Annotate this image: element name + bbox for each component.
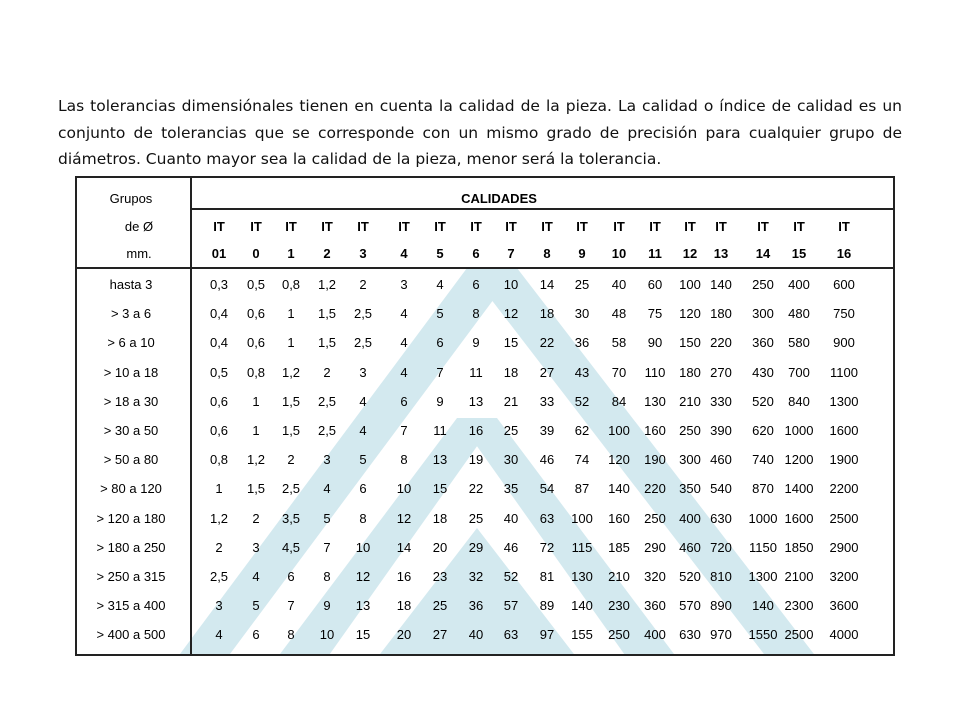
table-cell: 400 <box>644 627 666 643</box>
table-cell: 4 <box>359 393 367 409</box>
table-cell: 29 <box>468 539 484 555</box>
table-cell: 520 <box>679 569 701 584</box>
row-label: > 250 a 315 <box>96 569 166 584</box>
table-cell: 2,5 <box>353 335 373 351</box>
table-cell: 230 <box>608 598 630 614</box>
table-cell: 16 <box>468 423 484 438</box>
column-divider <box>190 178 192 654</box>
table-cell: 3 <box>359 364 367 380</box>
table-cell: 10 <box>503 277 519 292</box>
table-cell: 1550 <box>748 627 778 643</box>
table-cell: 4 <box>323 481 331 497</box>
table-cell: 700 <box>788 364 810 380</box>
table-cell: 1100 <box>830 364 858 380</box>
table-cell: 4 <box>359 423 367 438</box>
table-cell: 15 <box>503 335 519 351</box>
table-cell: 155 <box>571 627 593 643</box>
table-cell: 130 <box>644 393 666 409</box>
table-cell: 2 <box>359 277 367 292</box>
table-cell: 1 <box>252 423 260 438</box>
table-cell: 10 <box>355 539 371 555</box>
table-cell: 97 <box>539 627 555 643</box>
table-cell: 46 <box>503 539 519 555</box>
table-cell: 2 <box>252 510 260 526</box>
table-cell: 100 <box>571 510 593 526</box>
table-cell: 27 <box>432 627 448 643</box>
table-cell: 20 <box>396 627 412 643</box>
table-cell: 1300 <box>748 569 778 584</box>
table-cell: 180 <box>710 306 732 322</box>
table-cell: 900 <box>833 335 855 351</box>
table-cell: 9 <box>323 598 331 614</box>
table-cell: 35 <box>503 481 519 497</box>
table-cell: 430 <box>752 364 774 380</box>
table-cell: 110 <box>644 364 666 380</box>
table-cell: 190 <box>644 452 666 468</box>
table-cell: 520 <box>752 393 774 409</box>
table-cell: 1 <box>252 393 260 409</box>
table-cell: 36 <box>574 335 590 351</box>
table-cell: 6 <box>287 569 295 584</box>
table-cell: 130 <box>571 569 593 584</box>
table-cell: 4 <box>400 306 408 322</box>
table-cell: 15 <box>432 481 448 497</box>
grade-it-label: IT <box>613 219 625 234</box>
grade-number: 0 <box>252 246 260 261</box>
table-cell: 9 <box>436 393 444 409</box>
table-cell: 8 <box>400 452 408 468</box>
table-cell: 62 <box>574 423 590 438</box>
grade-it-label: IT <box>649 219 661 234</box>
table-cell: 7 <box>436 364 444 380</box>
table-cell: 14 <box>539 277 555 292</box>
table-cell: 4 <box>436 277 444 292</box>
table-cell: 2,5 <box>353 306 373 322</box>
table-cell: 48 <box>611 306 627 322</box>
table-cell: 74 <box>574 452 590 468</box>
table-cell: 3 <box>252 539 260 555</box>
table-cell: 0,3 <box>209 277 229 292</box>
table-cell: 30 <box>503 452 519 468</box>
table-cell: 43 <box>574 364 590 380</box>
table-cell: 2 <box>287 452 295 468</box>
row-label: > 30 a 50 <box>103 423 159 438</box>
table-cell: 6 <box>472 277 480 292</box>
grade-number: 10 <box>611 246 627 261</box>
table-cell: 8 <box>287 627 295 643</box>
grade-number: 16 <box>836 246 852 261</box>
table-cell: 3 <box>215 598 223 614</box>
table-cell: 87 <box>574 481 590 497</box>
table-cell: 9 <box>472 335 480 351</box>
table-cell: 23 <box>432 569 448 584</box>
table-cell: 360 <box>752 335 774 351</box>
row-label: > 18 a 30 <box>103 393 159 409</box>
grade-it-label: IT <box>576 219 588 234</box>
table-cell: 2900 <box>829 539 859 555</box>
row-label: > 80 a 120 <box>100 481 162 497</box>
table-cell: 8 <box>323 569 331 584</box>
table-cell: 14 <box>396 539 412 555</box>
grade-number: 6 <box>472 246 480 261</box>
grade-number: 8 <box>543 246 551 261</box>
table-cell: 1200 <box>784 452 814 468</box>
table-cell: 300 <box>752 306 774 322</box>
table-cell: 13 <box>468 393 484 409</box>
table-cell: 1000 <box>784 423 814 438</box>
table-cell: 54 <box>539 481 555 497</box>
grade-number: 12 <box>682 246 698 261</box>
table-cell: 52 <box>574 393 590 409</box>
table-cell: 0,6 <box>209 393 229 409</box>
table-cell: 12 <box>396 510 412 526</box>
header-divider <box>77 267 893 269</box>
table-cell: 2 <box>323 364 331 380</box>
table-cell: 970 <box>710 627 732 643</box>
grade-it-label: IT <box>505 219 517 234</box>
header-mm: mm. <box>126 246 152 261</box>
table-cell: 1,2 <box>209 510 229 526</box>
table-cell: 140 <box>710 277 732 292</box>
table-cell: 63 <box>503 627 519 643</box>
table-cell: 84 <box>611 393 627 409</box>
table-cell: 140 <box>571 598 593 614</box>
table-cell: 2,5 <box>317 393 337 409</box>
grade-number: 14 <box>755 246 771 261</box>
grade-number: 9 <box>578 246 586 261</box>
table-cell: 350 <box>679 481 701 497</box>
table-cell: 60 <box>647 277 663 292</box>
row-label: > 315 a 400 <box>96 598 166 614</box>
table-cell: 32 <box>468 569 484 584</box>
table-cell: 18 <box>396 598 412 614</box>
table-cell: 540 <box>710 481 732 497</box>
table-cell: 140 <box>608 481 630 497</box>
table-cell: 57 <box>503 598 519 614</box>
table-cell: 570 <box>679 598 701 614</box>
table-cell: 1,2 <box>281 364 301 380</box>
table-cell: 580 <box>788 335 810 351</box>
table-cell: 120 <box>608 452 630 468</box>
table-cell: 5 <box>359 452 367 468</box>
table-cell: 1,5 <box>281 393 301 409</box>
tolerance-table <box>75 176 895 656</box>
table-cell: 75 <box>647 306 663 322</box>
grade-it-label: IT <box>684 219 696 234</box>
table-cell: 750 <box>833 306 855 322</box>
grade-it-label: IT <box>285 219 297 234</box>
grade-it-label: IT <box>434 219 446 234</box>
table-cell: 11 <box>433 423 447 438</box>
table-cell: 400 <box>788 277 810 292</box>
grade-it-label: IT <box>541 219 553 234</box>
table-cell: 89 <box>539 598 555 614</box>
table-cell: 1,5 <box>281 423 301 438</box>
table-cell: 13 <box>355 598 371 614</box>
table-cell: 33 <box>539 393 555 409</box>
table-cell: 4 <box>252 569 260 584</box>
grade-it-label: IT <box>838 219 850 234</box>
table-cell: 40 <box>468 627 484 643</box>
table-cell: 1900 <box>829 452 859 468</box>
table-cell: 0,6 <box>246 335 266 351</box>
table-cell: 40 <box>503 510 519 526</box>
table-cell: 460 <box>710 452 732 468</box>
table-cell: 4 <box>400 335 408 351</box>
table-cell: 3200 <box>829 569 859 584</box>
table-cell: 2,5 <box>317 423 337 438</box>
table-cell: 0,4 <box>209 306 229 322</box>
table-cell: 2100 <box>784 569 814 584</box>
grade-it-label: IT <box>398 219 410 234</box>
table-cell: 150 <box>679 335 701 351</box>
table-cell: 270 <box>710 364 732 380</box>
table-cell: 7 <box>287 598 295 614</box>
grade-number: 01 <box>211 246 227 261</box>
table-cell: 2 <box>215 539 223 555</box>
grade-number: 11 <box>648 246 662 261</box>
table-cell: 11 <box>469 364 483 380</box>
table-cell: 330 <box>710 393 732 409</box>
table-cell: 1300 <box>829 393 859 409</box>
table-cell: 4000 <box>829 627 859 643</box>
grade-number: 4 <box>400 246 408 261</box>
table-cell: 40 <box>611 277 627 292</box>
row-label: > 400 a 500 <box>96 627 166 643</box>
table-cell: 27 <box>539 364 555 380</box>
grade-number: 1 <box>287 246 295 261</box>
table-cell: 1400 <box>784 481 814 497</box>
table-cell: 740 <box>752 452 774 468</box>
table-cell: 2200 <box>829 481 859 497</box>
table-cell: 250 <box>752 277 774 292</box>
table-cell: 1,5 <box>317 335 337 351</box>
table-cell: 220 <box>710 335 732 351</box>
intro-paragraph: Las tolerancias dimensiónales tienen en cuenta la calidad de la pieza. La calidad o índice de calidad es un conjunto de tolerancias que se corresponde con un mismo grado de precisión para cualquier grupo de diámetros. Cuanto mayor sea la calidad de la pieza, menor será la tolerancia. <box>58 97 902 168</box>
table-cell: 25 <box>468 510 484 526</box>
header-diameter: de Ø <box>124 219 154 234</box>
grade-number: 2 <box>323 246 331 261</box>
grade-number: 7 <box>507 246 515 261</box>
table-cell: 2500 <box>829 510 859 526</box>
table-cell: 400 <box>679 510 701 526</box>
table-cell: 3,5 <box>281 510 301 526</box>
grade-number: 3 <box>359 246 367 261</box>
table-cell: 25 <box>503 423 519 438</box>
table-cell: 81 <box>539 569 555 584</box>
table-cell: 890 <box>710 598 732 614</box>
table-cell: 18 <box>503 364 519 380</box>
title-divider <box>192 208 893 210</box>
table-cell: 22 <box>539 335 555 351</box>
table-cell: 5 <box>436 306 444 322</box>
table-cell: 4 <box>215 627 223 643</box>
table-cell: 1850 <box>784 539 814 555</box>
table-cell: 5 <box>323 510 331 526</box>
row-label: > 6 a 10 <box>107 335 155 351</box>
table-cell: 160 <box>644 423 666 438</box>
table-cell: 180 <box>679 364 701 380</box>
table-cell: 3 <box>400 277 408 292</box>
table-cell: 2500 <box>784 627 814 643</box>
table-cell: 390 <box>710 423 732 438</box>
grade-it-label: IT <box>213 219 225 234</box>
table-cell: 1,2 <box>246 452 266 468</box>
row-label: > 180 a 250 <box>96 539 166 555</box>
table-cell: 8 <box>359 510 367 526</box>
row-label: hasta 3 <box>109 277 153 292</box>
table-grid <box>77 178 893 654</box>
table-cell: 6 <box>400 393 408 409</box>
table-cell: 120 <box>679 306 701 322</box>
calidades-title: CALIDADES <box>461 191 537 206</box>
table-cell: 620 <box>752 423 774 438</box>
table-cell: 0,5 <box>246 277 266 292</box>
table-cell: 2,5 <box>281 481 301 497</box>
table-cell: 36 <box>468 598 484 614</box>
row-label: > 120 a 180 <box>96 510 166 526</box>
table-cell: 0,8 <box>209 452 229 468</box>
table-cell: 250 <box>608 627 630 643</box>
table-cell: 460 <box>679 539 701 555</box>
header-grupos: Grupos <box>109 191 153 206</box>
table-cell: 39 <box>539 423 555 438</box>
table-cell: 100 <box>679 277 701 292</box>
table-cell: 1,5 <box>317 306 337 322</box>
table-cell: 10 <box>319 627 335 643</box>
table-cell: 220 <box>644 481 666 497</box>
table-cell: 7 <box>400 423 408 438</box>
table-cell: 6 <box>359 481 367 497</box>
table-cell: 1,2 <box>317 277 337 292</box>
table-cell: 160 <box>608 510 630 526</box>
table-cell: 18 <box>539 306 555 322</box>
table-cell: 70 <box>611 364 627 380</box>
table-cell: 6 <box>436 335 444 351</box>
table-cell: 480 <box>788 306 810 322</box>
table-cell: 115 <box>571 539 593 555</box>
table-cell: 210 <box>679 393 701 409</box>
table-cell: 3600 <box>829 598 859 614</box>
table-cell: 0,6 <box>246 306 266 322</box>
table-cell: 185 <box>608 539 630 555</box>
grade-it-label: IT <box>470 219 482 234</box>
table-cell: 16 <box>396 569 412 584</box>
table-cell: 630 <box>710 510 732 526</box>
table-cell: 290 <box>644 539 666 555</box>
table-cell: 22 <box>468 481 484 497</box>
table-cell: 13 <box>432 452 448 468</box>
table-cell: 15 <box>355 627 371 643</box>
table-cell: 25 <box>432 598 448 614</box>
table-cell: 360 <box>644 598 666 614</box>
grade-number: 15 <box>791 246 807 261</box>
row-label: > 10 a 18 <box>103 364 159 380</box>
table-cell: 1 <box>287 335 295 351</box>
table-cell: 21 <box>503 393 519 409</box>
grade-it-label: IT <box>793 219 805 234</box>
table-cell: 0,6 <box>209 423 229 438</box>
table-cell: 8 <box>472 306 480 322</box>
grade-number: 5 <box>436 246 444 261</box>
table-cell: 1600 <box>829 423 859 438</box>
grade-it-label: IT <box>250 219 262 234</box>
table-cell: 52 <box>503 569 519 584</box>
table-cell: 90 <box>647 335 663 351</box>
table-cell: 0,4 <box>209 335 229 351</box>
grade-number: 13 <box>713 246 729 261</box>
table-cell: 1150 <box>749 539 777 555</box>
table-cell: 810 <box>710 569 732 584</box>
table-cell: 210 <box>608 569 630 584</box>
table-cell: 63 <box>539 510 555 526</box>
table-cell: 6 <box>252 627 260 643</box>
table-cell: 1 <box>287 306 295 322</box>
table-cell: 840 <box>788 393 810 409</box>
table-cell: 7 <box>323 539 331 555</box>
row-label: > 3 a 6 <box>110 306 152 322</box>
table-cell: 46 <box>539 452 555 468</box>
table-cell: 250 <box>644 510 666 526</box>
table-cell: 4 <box>400 364 408 380</box>
table-cell: 600 <box>833 277 855 292</box>
grade-it-label: IT <box>757 219 769 234</box>
table-cell: 12 <box>355 569 371 584</box>
table-cell: 300 <box>679 452 701 468</box>
table-cell: 25 <box>574 277 590 292</box>
table-cell: 870 <box>752 481 774 497</box>
table-cell: 250 <box>679 423 701 438</box>
grade-it-label: IT <box>321 219 333 234</box>
table-cell: 18 <box>432 510 448 526</box>
table-cell: 140 <box>752 598 774 614</box>
table-cell: 720 <box>710 539 732 555</box>
table-cell: 2,5 <box>209 569 229 584</box>
table-cell: 19 <box>468 452 484 468</box>
table-cell: 0,8 <box>281 277 301 292</box>
table-cell: 0,8 <box>246 364 266 380</box>
table-cell: 4,5 <box>281 539 301 555</box>
table-cell: 1000 <box>748 510 778 526</box>
table-cell: 630 <box>679 627 701 643</box>
table-cell: 3 <box>323 452 331 468</box>
table-cell: 1 <box>215 481 223 497</box>
grade-it-label: IT <box>357 219 369 234</box>
table-cell: 320 <box>644 569 666 584</box>
grade-it-label: IT <box>715 219 727 234</box>
table-cell: 0,5 <box>209 364 229 380</box>
table-cell: 58 <box>611 335 627 351</box>
table-cell: 30 <box>574 306 590 322</box>
table-cell: 20 <box>432 539 448 555</box>
table-cell: 2300 <box>784 598 814 614</box>
table-cell: 1600 <box>784 510 814 526</box>
table-cell: 1,5 <box>246 481 266 497</box>
table-cell: 100 <box>608 423 630 438</box>
table-cell: 12 <box>503 306 519 322</box>
row-label: > 50 a 80 <box>103 452 159 468</box>
table-cell: 5 <box>252 598 260 614</box>
table-cell: 10 <box>396 481 412 497</box>
table-cell: 72 <box>539 539 555 555</box>
